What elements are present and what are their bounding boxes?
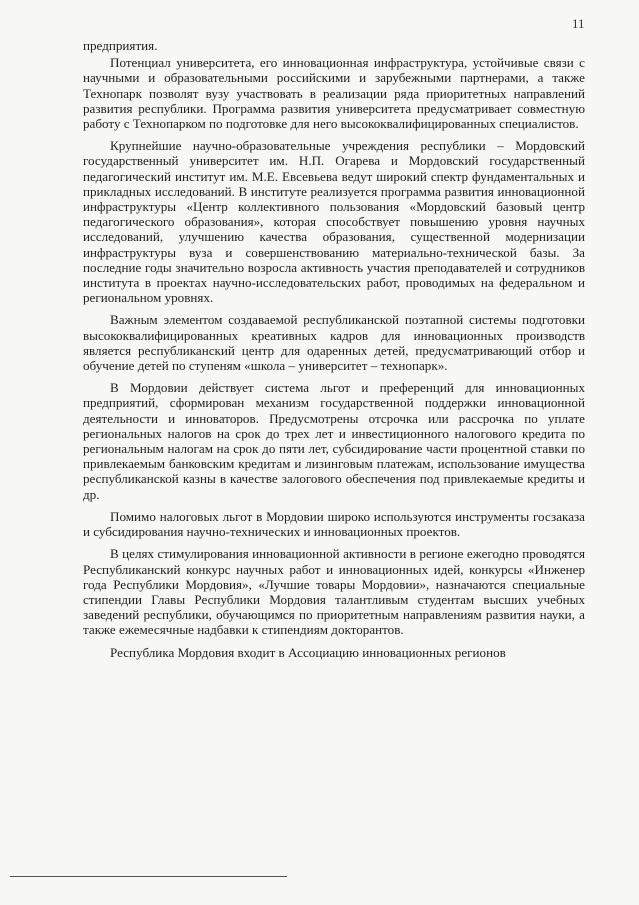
paragraph-gifted-children-center: Важным элементом создаваемой республиканской поэтапной системы подготовки высококвалифицированных креативных кадров для инновационных производств является республиканский центр для одаренных детей, предусматривающий отбор и обучение детей по ступеням «школа – университет – технопарк». (83, 312, 585, 374)
paragraph-university-potential: Потенциал университета, его инновационная инфраструктура, устойчивые связи с научными и образовательными российскими и зарубежными партнерами, а также Технопарк позволят вузу участвовать в реализации ряда приоритетных направлений развития республики. Программа развития университета предусматривает совместную работу с Технопарком по подготовке для него высококвалифицированных специалистов. (83, 55, 585, 132)
paragraph-state-procurement: Помимо налоговых льгот в Мордовии широко используются инструменты госзаказа и субсидирования научно-технических и инновационных проектов. (83, 508, 585, 540)
paragraph-research-institutions: Крупнейшие научно-образовательные учреждения республики – Мордовский государственный университет им. Н.П. Огарева и Мордовский государственный педагогический институт им. М.Е. Евсевьева ведут широкий спектр фундаментальных и прикладных исследований. В институте реализуется программа развития инновационной инфраструктуры «Центр коллективного пользования «Мордовский базовый центр педагогического образования», которая способствует повышению уровня научных исследований, улучшению качества образования, существенной модернизации инфраструктуры вуза и совершенствованию материально-технической базы. За последние годы значительно возросла активность участия преподавателей и сотрудников института в проектах научно-исследовательских работ, проводимых на федеральном и региональном уровнях. (83, 138, 585, 306)
paragraph-association: Республика Мордовия входит в Ассоциацию инновационных регионов (110, 644, 506, 660)
paragraph-benefits-system: В Мордовии действует система льгот и преференций для инновационных предприятий, сформирован механизм государственной поддержки инновационной деятельности и инноваторов. Предусмотрены отсрочка или рассрочка по уплате региональных налогов на срок до трех лет и инвестиционного налогового кредита по региональным налогам на срок до пяти лет, субсидирование части процентной ставки по привлекаемым банковским кредитам и лизинговым платежам, использование имущества республиканской казны в качестве залогового обеспечения под привлекаемые кредиты и др. (83, 380, 585, 502)
footnote-divider (10, 876, 287, 877)
page-number: 11 (572, 16, 585, 31)
paragraph-continuation: предприятия. (83, 38, 158, 53)
body-text (83, 38, 585, 667)
paragraph-innovation-contests: В целях стимулирования инновационной активности в регионе ежегодно проводятся Республиканский конкурс научных работ и инновационных идей, конкурсы «Инженер года Республики Мордовия», «Лучшие товары Мордовии», назначаются специальные стипендии Главы Республики Мордовия талантливым студентам высших учебных заведений республики, обучающимся по приоритетным направлениям развития науки, а также ежемесячные надбавки к стипендиям докторантов. (83, 546, 585, 638)
